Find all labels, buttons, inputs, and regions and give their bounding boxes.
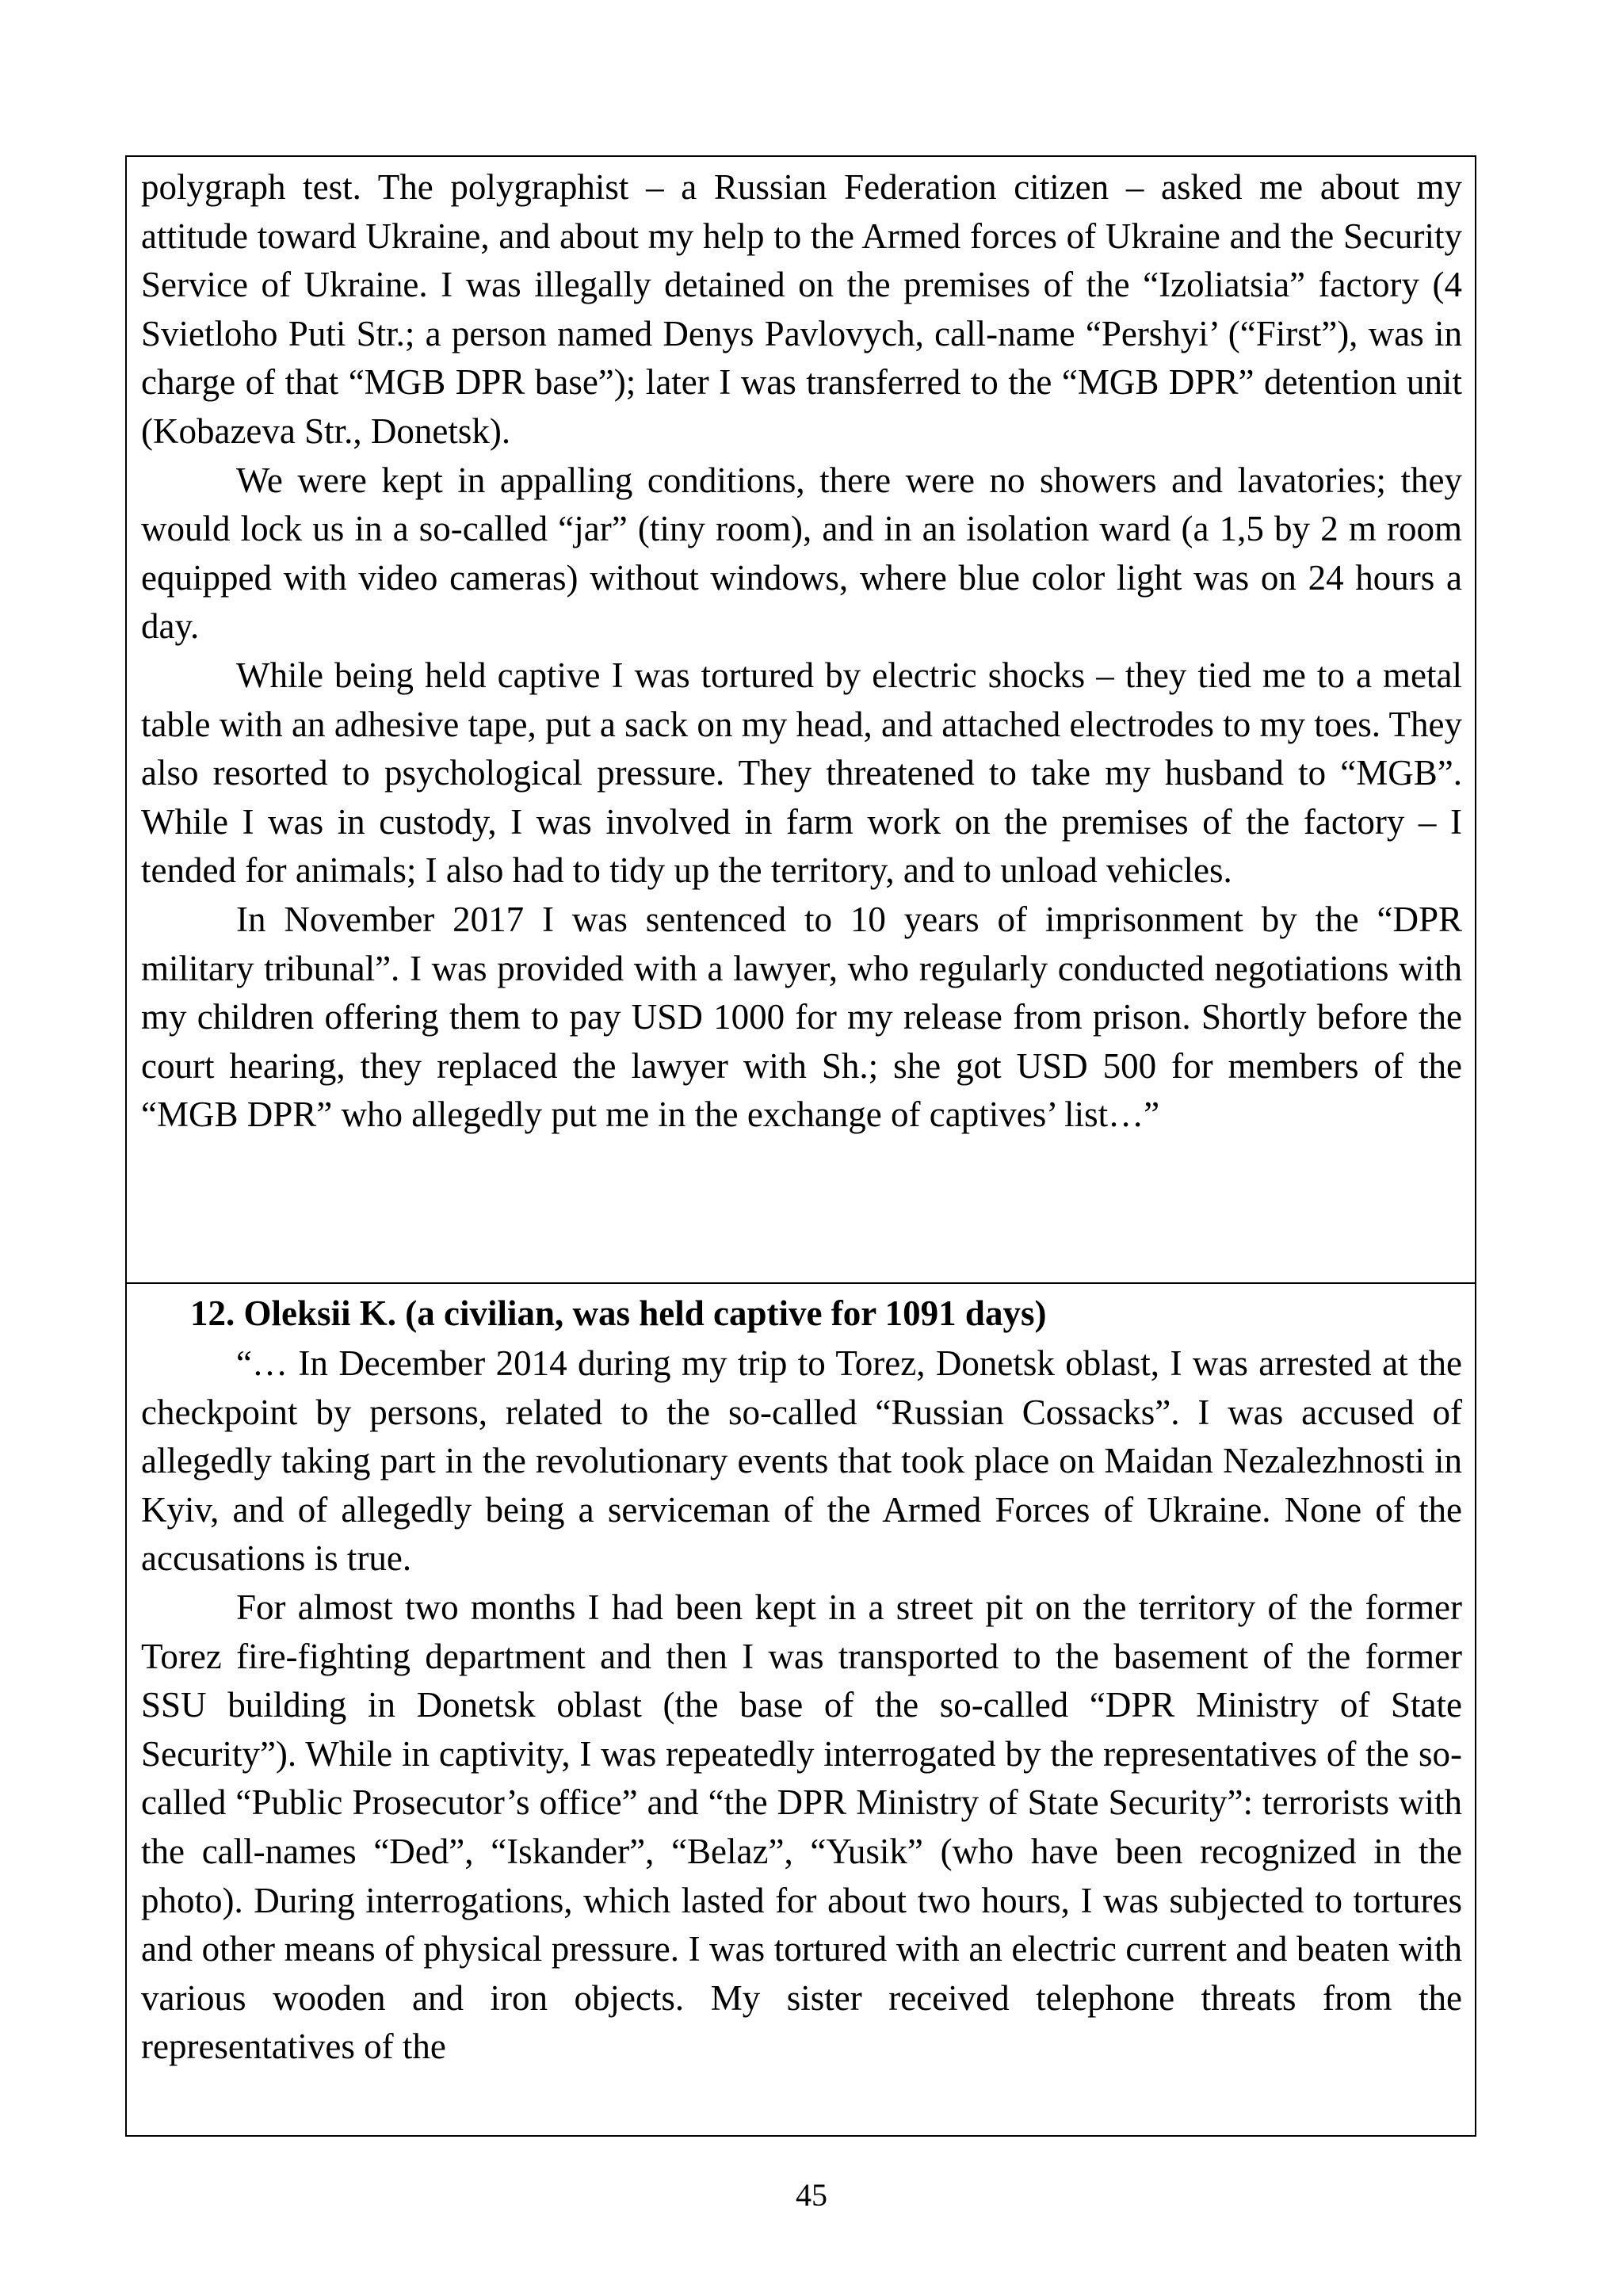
paragraph: In November 2017 I was sentenced to 10 years of imprisonment by the “DPR military tribunal”. I was provided with a lawyer, who regularly conducted negotiations with my children offering them to pay USD 1000 for my release from prison. Shortly before the court hearing, they replaced the lawyer with Sh.; she got USD 500 for members of the “MGB DPR” who allegedly put me in the exchange of captives’ list…”	[141, 899, 1462, 1135]
testimony-cell-continued	[127, 157, 1475, 1284]
testimony-cell-oleksii	[127, 1284, 1475, 2135]
paragraph: We were kept in appalling conditions, there were no showers and lavatories; they would lock us in a so-called “jar” (tiny room), and in an isolation ward (a 1,5 by 2 m room equipped with video cameras) without windows, where blue color light was on 24 hours a day.	[141, 460, 1462, 647]
testimony-heading: 12. Oleksii K. (a civilian, was held captive for 1091 days)	[190, 1293, 1047, 1333]
paragraph: For almost two months I had been kept in a street pit on the territory of the former Torez fire-fighting department and then I was transported to the basement of the former SSU building in Donetsk oblast (the base of the so-called “DPR Ministry of State Security”). While in captivity, I was repeatedly interrogated by the representatives of the so-called “Public Prosecutor’s office” and “the DPR Ministry of State Security”: terrorists with the call-names “Ded”, “Iskander”, “Belaz”, “Yusik” (who have been recognized in the photo). During interrogations, which lasted for about two hours, I was subjected to tortures and other means of physical pressure. I was tortured with an electric current and beaten with various wooden and iron objects. My sister received telephone threats from the representatives of the	[141, 1587, 1462, 2067]
page-number: 45	[796, 2177, 827, 2213]
paragraph: “… In December 2014 during my trip to Torez, Donetsk oblast, I was arrested at the checkpoint by persons, related to the so-called “Russian Cossacks”. I was accused of allegedly taking part in the revolutionary events that took place on Maidan Nezalezhnosti in Kyiv, and of allegedly being a serviceman of the Armed Forces of Ukraine. None of the accusations is true.	[141, 1343, 1462, 1579]
testimony-table	[125, 155, 1476, 2137]
paragraph: While being held captive I was tortured by electric shocks – they tied me to a metal table with an adhesive tape, put a sack on my head, and attached electrodes to my toes. They also resorted to psychological pressure. They threatened to take my husband to “MGB”. While I was in custody, I was involved in farm work on the premises of the factory – I tended for animals; I also had to tidy up the territory, and to unload vehicles.	[141, 655, 1462, 891]
paragraph: polygraph test. The polygraphist – a Russian Federation citizen – asked me about my attitude toward Ukraine, and about my help to the Armed forces of Ukraine and the Security Service of Ukraine. I was illegally detained on the premises of the “Izoliatsia” factory (4 Svietloho Puti Str.; a person named Denys Pavlovych, call-name “Pershyi’ (“First”), was in charge of that “MGB DPR base”); later I was transferred to the “MGB DPR” detention unit (Kobazeva Str., Donetsk).	[141, 167, 1462, 451]
